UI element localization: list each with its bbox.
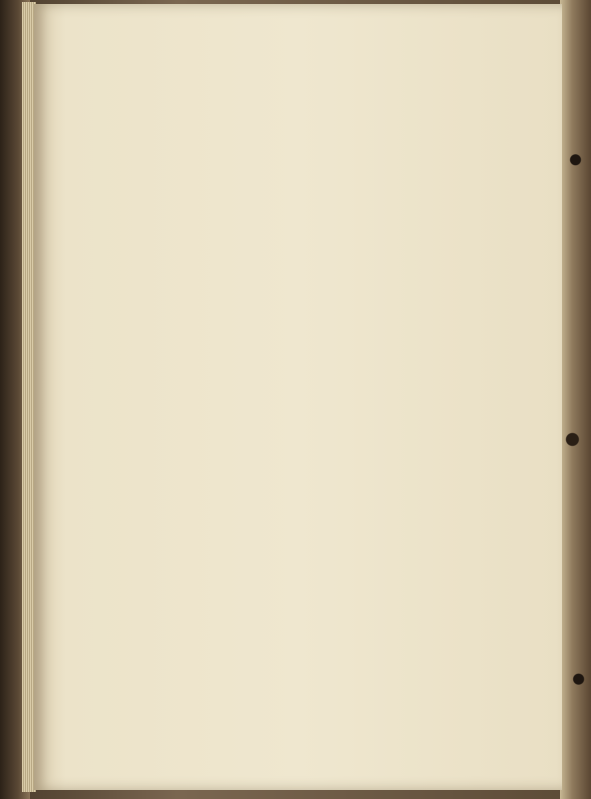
book-cover-edge (560, 0, 591, 799)
book-page (34, 4, 562, 790)
